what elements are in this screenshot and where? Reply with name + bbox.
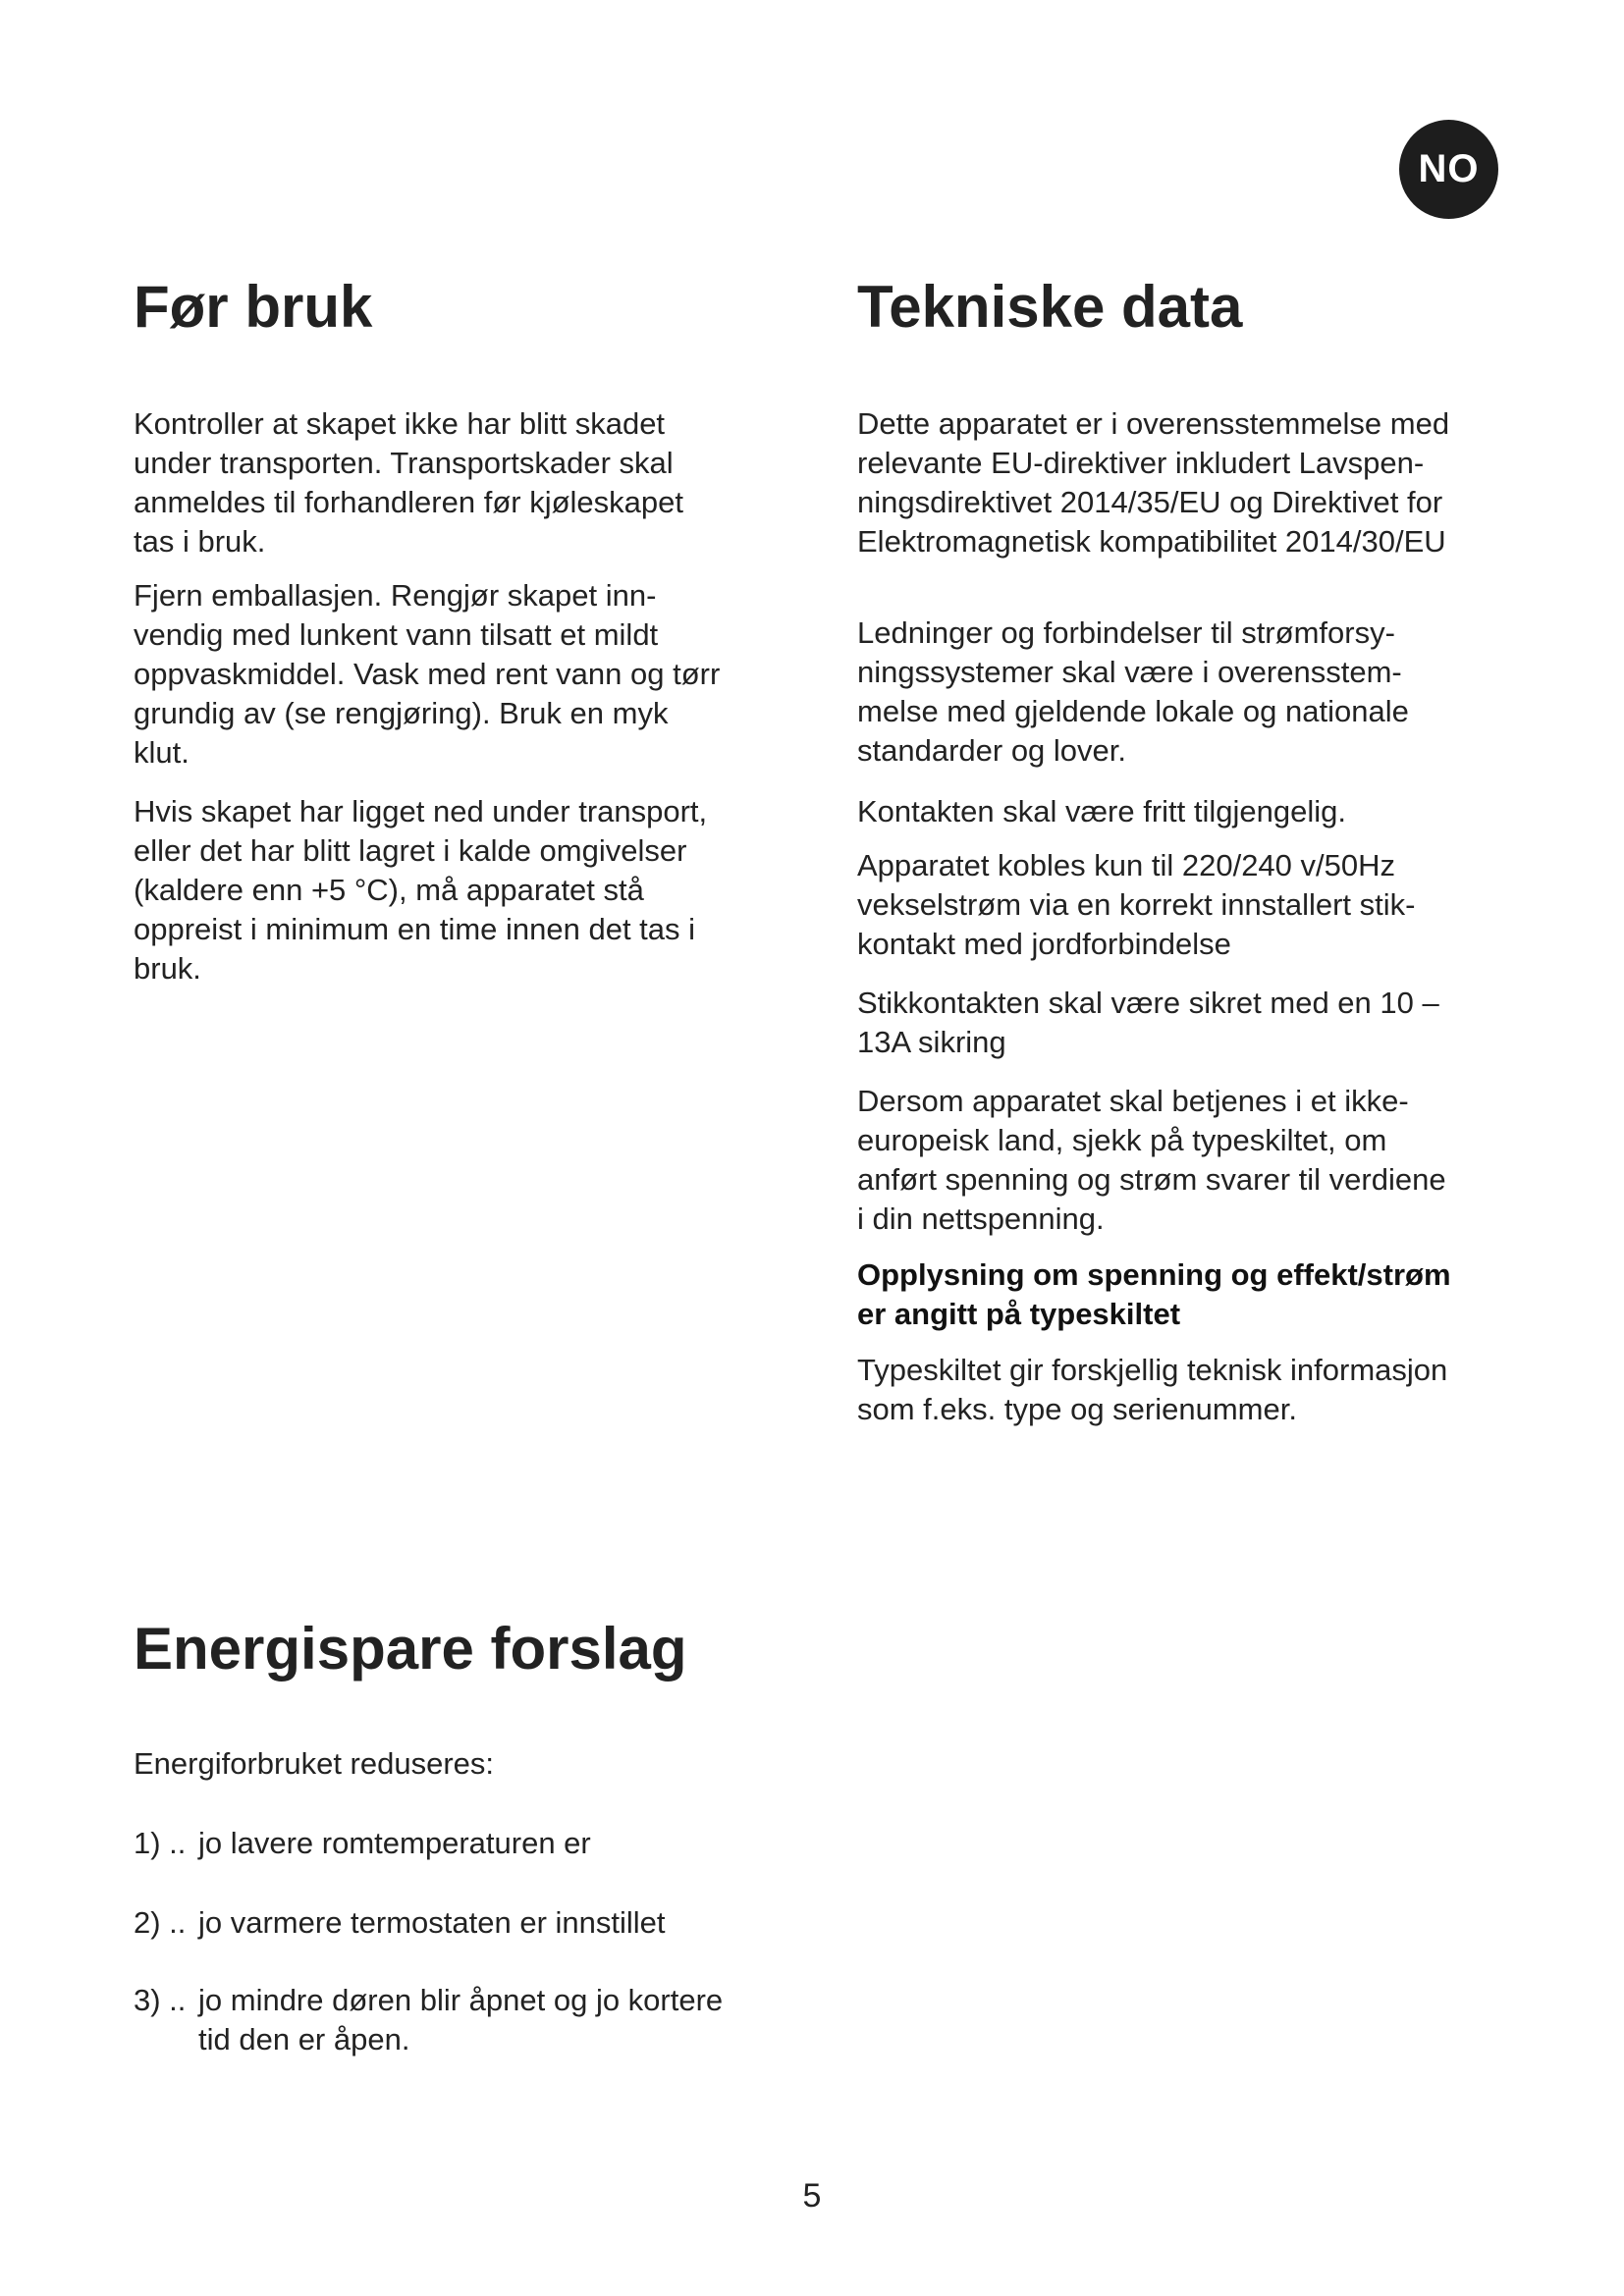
energispare-intro: Energiforbruket reduseres: <box>134 1746 495 1781</box>
for-bruk-body <box>134 404 801 988</box>
section-title-tekniske-data: Tekniske data <box>857 274 1243 340</box>
list-item-text: jo mindre døren blir åpnet og jo kortere tid den er åpen. <box>198 1983 724 2056</box>
list-item <box>134 1824 801 1863</box>
list-item-number: 3) .. <box>134 1983 187 2017</box>
page-number: 5 <box>802 2177 822 2215</box>
voltage-info-note: Opplysning om spenning og effekt/strøm er angitt på typeskiltet <box>857 1257 1451 1331</box>
tekniske-data-body <box>857 404 1525 1429</box>
list-item-number: 2) .. <box>134 1905 187 1940</box>
tekniske-data-paragraph: Dette apparatet er i overensstemmelse med relevante EU-direktiver inkludert Lavspen- ningsdirektivet 2014/35/EU og Direktivet for Elektromagnetisk kompatibilitet 2014/30/EU <box>857 406 1450 559</box>
energispare-body <box>134 1744 801 2059</box>
for-bruk-paragraph: Hvis skapet har ligget ned under transport, eller det har blitt lagret i kalde omgivelser (kaldere enn +5 °C), må apparatet stå oppreist i minimum en time innen det tas i bruk. <box>134 794 708 986</box>
section-title-energispare: Energispare forslag <box>134 1616 687 1682</box>
language-badge: NO <box>1399 120 1498 219</box>
tekniske-data-paragraph: Ledninger og forbindelser til strømforsy- ningssystemer skal være i overensstem- melse med gjeldende lokale og nationale standarder og lover. <box>857 615 1409 768</box>
tekniske-data-paragraph: Stikkontakten skal være sikret med en 10 – 13A sikring <box>857 986 1439 1059</box>
tekniske-data-paragraph: Kontakten skal være fritt tilgjengelig. <box>857 794 1346 828</box>
list-item-number: 1) .. <box>134 1826 187 1860</box>
list-item <box>134 1981 801 2059</box>
tekniske-data-paragraph: Typeskiltet gir forskjellig teknisk informasjon som f.eks. type og serienummer. <box>857 1353 1448 1426</box>
list-item-text: jo varmere termostaten er innstillet <box>198 1905 666 1940</box>
for-bruk-paragraph: Fjern emballasjen. Rengjør skapet inn- vendig med lunkent vann tilsatt et mildt oppvaskmiddel. Vask med rent vann og tørr grundig av (se rengjøring). Bruk en myk klut. <box>134 578 721 770</box>
section-title-for-bruk: Før bruk <box>134 274 373 340</box>
for-bruk-paragraph: Kontroller at skapet ikke har blitt skadet under transporten. Transportskader skal anmeldes til forhandleren før kjøleskapet tas i bruk. <box>134 406 683 559</box>
list-item <box>134 1903 801 1943</box>
tekniske-data-paragraph: Dersom apparatet skal betjenes i et ikke- europeisk land, sjekk på typeskiltet, om anført spenning og strøm svarer til verdiene i din nettspenning. <box>857 1084 1446 1236</box>
list-item-text: jo lavere romtemperaturen er <box>198 1826 591 1860</box>
tekniske-data-paragraph: Apparatet kobles kun til 220/240 v/50Hz vekselstrøm via en korrekt innstallert stik- kontakt med jordforbindelse <box>857 848 1416 961</box>
